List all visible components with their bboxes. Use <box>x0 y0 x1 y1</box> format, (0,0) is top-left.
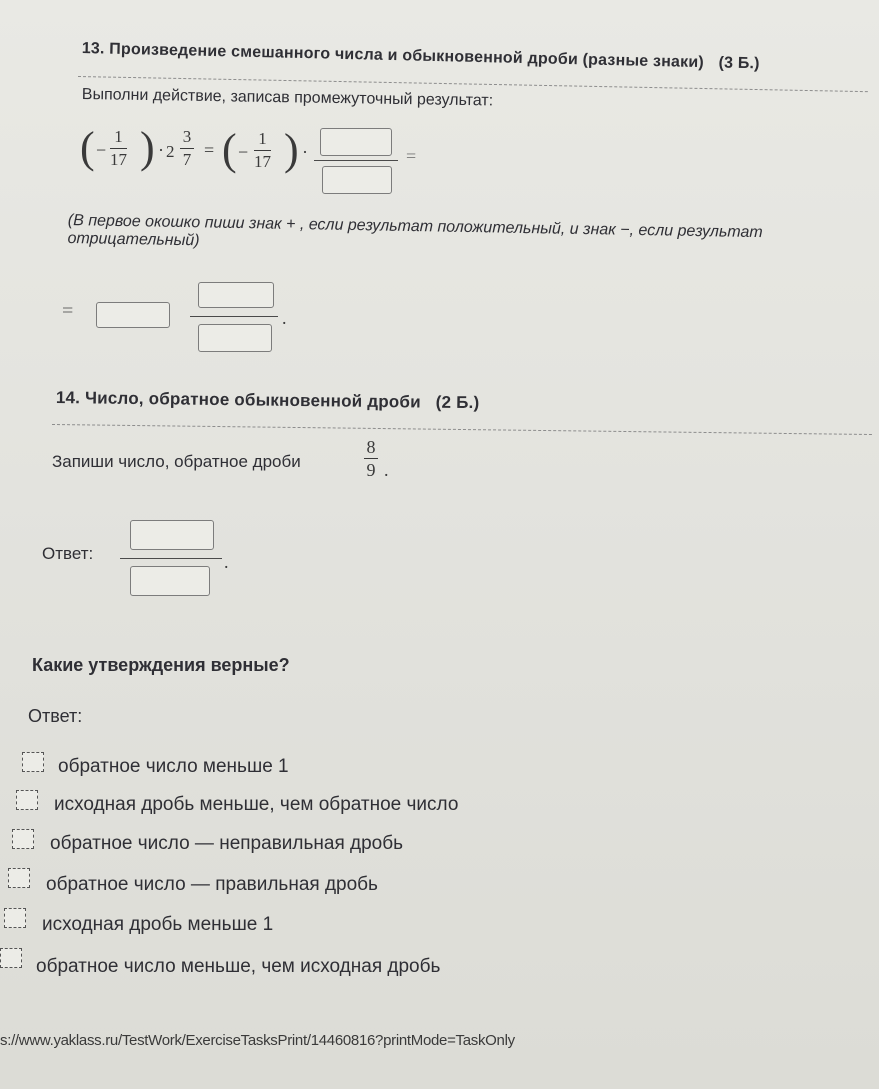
dot-1: · <box>158 140 164 160</box>
option-checkbox-4[interactable] <box>8 868 30 888</box>
denominator-input-2[interactable] <box>198 324 272 352</box>
frac1b-bar <box>254 150 271 151</box>
task14-title-rule <box>52 424 872 435</box>
option-label-4[interactable]: обратное число — правильная дробь <box>46 874 378 895</box>
sign-input[interactable] <box>96 302 170 328</box>
answer-label-2: Ответ: <box>28 706 83 726</box>
dot-2: · <box>302 142 308 162</box>
frac89-bar <box>364 458 378 459</box>
task14-instruction: Запиши число, обратное дроби <box>52 452 301 471</box>
period-2: . <box>384 460 389 480</box>
minus-sign-2: − <box>238 142 249 162</box>
task13-points: (3 Б.) <box>718 54 760 73</box>
denominator-input-1[interactable] <box>322 166 392 194</box>
option-checkbox-2[interactable] <box>16 790 38 810</box>
frac1b-denominator: 17 <box>254 152 271 171</box>
option-label-1[interactable]: обратное число меньше 1 <box>58 756 289 777</box>
paren-open-2: ( <box>222 125 237 174</box>
fraction-3-7 <box>180 128 194 169</box>
statements-question: Какие утверждения верные? <box>32 655 290 675</box>
equals-1: = <box>204 140 215 160</box>
period-3: . <box>224 552 229 572</box>
frac2-bar <box>180 148 194 149</box>
fraction-bar-input-1 <box>314 160 398 161</box>
option-checkbox-6[interactable] <box>0 948 22 968</box>
numerator-input-1[interactable] <box>320 128 392 156</box>
equals-3: = <box>62 300 74 322</box>
task14-title-text: 14. Число, обратное обыкновенной дроби <box>55 388 421 412</box>
fraction-bar-input-2 <box>190 316 278 317</box>
option-checkbox-5[interactable] <box>4 908 26 928</box>
reciprocal-denominator-input[interactable] <box>130 566 210 596</box>
option-label-2[interactable]: исходная дробь меньше, чем обратное число <box>54 794 459 815</box>
paren-close-2: ) <box>284 125 299 174</box>
task14-points: (2 Б.) <box>435 392 480 413</box>
frac89-numerator: 8 <box>366 437 376 457</box>
frac1b-numerator: 1 <box>258 129 267 148</box>
task13-hint: (В первое окошко пиши знак + , если результат положительный, и знак −, если результат отрицательный) <box>67 212 763 250</box>
frac2-denominator: 7 <box>182 150 192 169</box>
answer-label: Ответ: <box>42 544 94 563</box>
reciprocal-numerator-input[interactable] <box>130 520 214 550</box>
fraction-minus-1-17 <box>110 128 127 169</box>
option-label-5[interactable]: исходная дробь меньше 1 <box>42 914 274 935</box>
option-label-3[interactable]: обратное число — неправильная дробь <box>50 833 404 854</box>
option-checkbox-1[interactable] <box>22 752 44 772</box>
task14-title <box>56 388 480 413</box>
numerator-input-2[interactable] <box>198 282 274 308</box>
period-1: . <box>282 308 287 328</box>
task13-title-text: 13. Произведение смешанного числа и обыкновенной дроби (разные знаки) <box>81 40 705 72</box>
option-label-6[interactable]: обратное число меньше, чем исходная дробь <box>36 956 441 977</box>
task13-title <box>82 40 760 73</box>
frac1-bar <box>110 148 127 149</box>
option-checkbox-3[interactable] <box>12 829 34 849</box>
paren-close-1: ) <box>140 123 155 172</box>
frac2-numerator: 3 <box>182 127 192 146</box>
frac89-denominator: 9 <box>366 460 376 480</box>
task13-instruction: Выполни действие, записав промежуточный результат: <box>81 86 494 110</box>
frac1-numerator: 1 <box>114 127 123 146</box>
equals-2: = <box>406 146 417 166</box>
fraction-8-9 <box>364 438 378 479</box>
minus-sign-1: − <box>96 140 107 160</box>
frac1-denominator: 17 <box>110 150 127 169</box>
whole-part: 2 <box>166 142 175 161</box>
fraction-bar-answer <box>120 558 222 559</box>
footer-url: s://www.yaklass.ru/TestWork/ExerciseTasksPrint/14460816?printMode=TaskOnly <box>0 1032 515 1049</box>
paren-open-1: ( <box>80 123 95 172</box>
fraction-minus-1-17-b <box>254 130 271 171</box>
